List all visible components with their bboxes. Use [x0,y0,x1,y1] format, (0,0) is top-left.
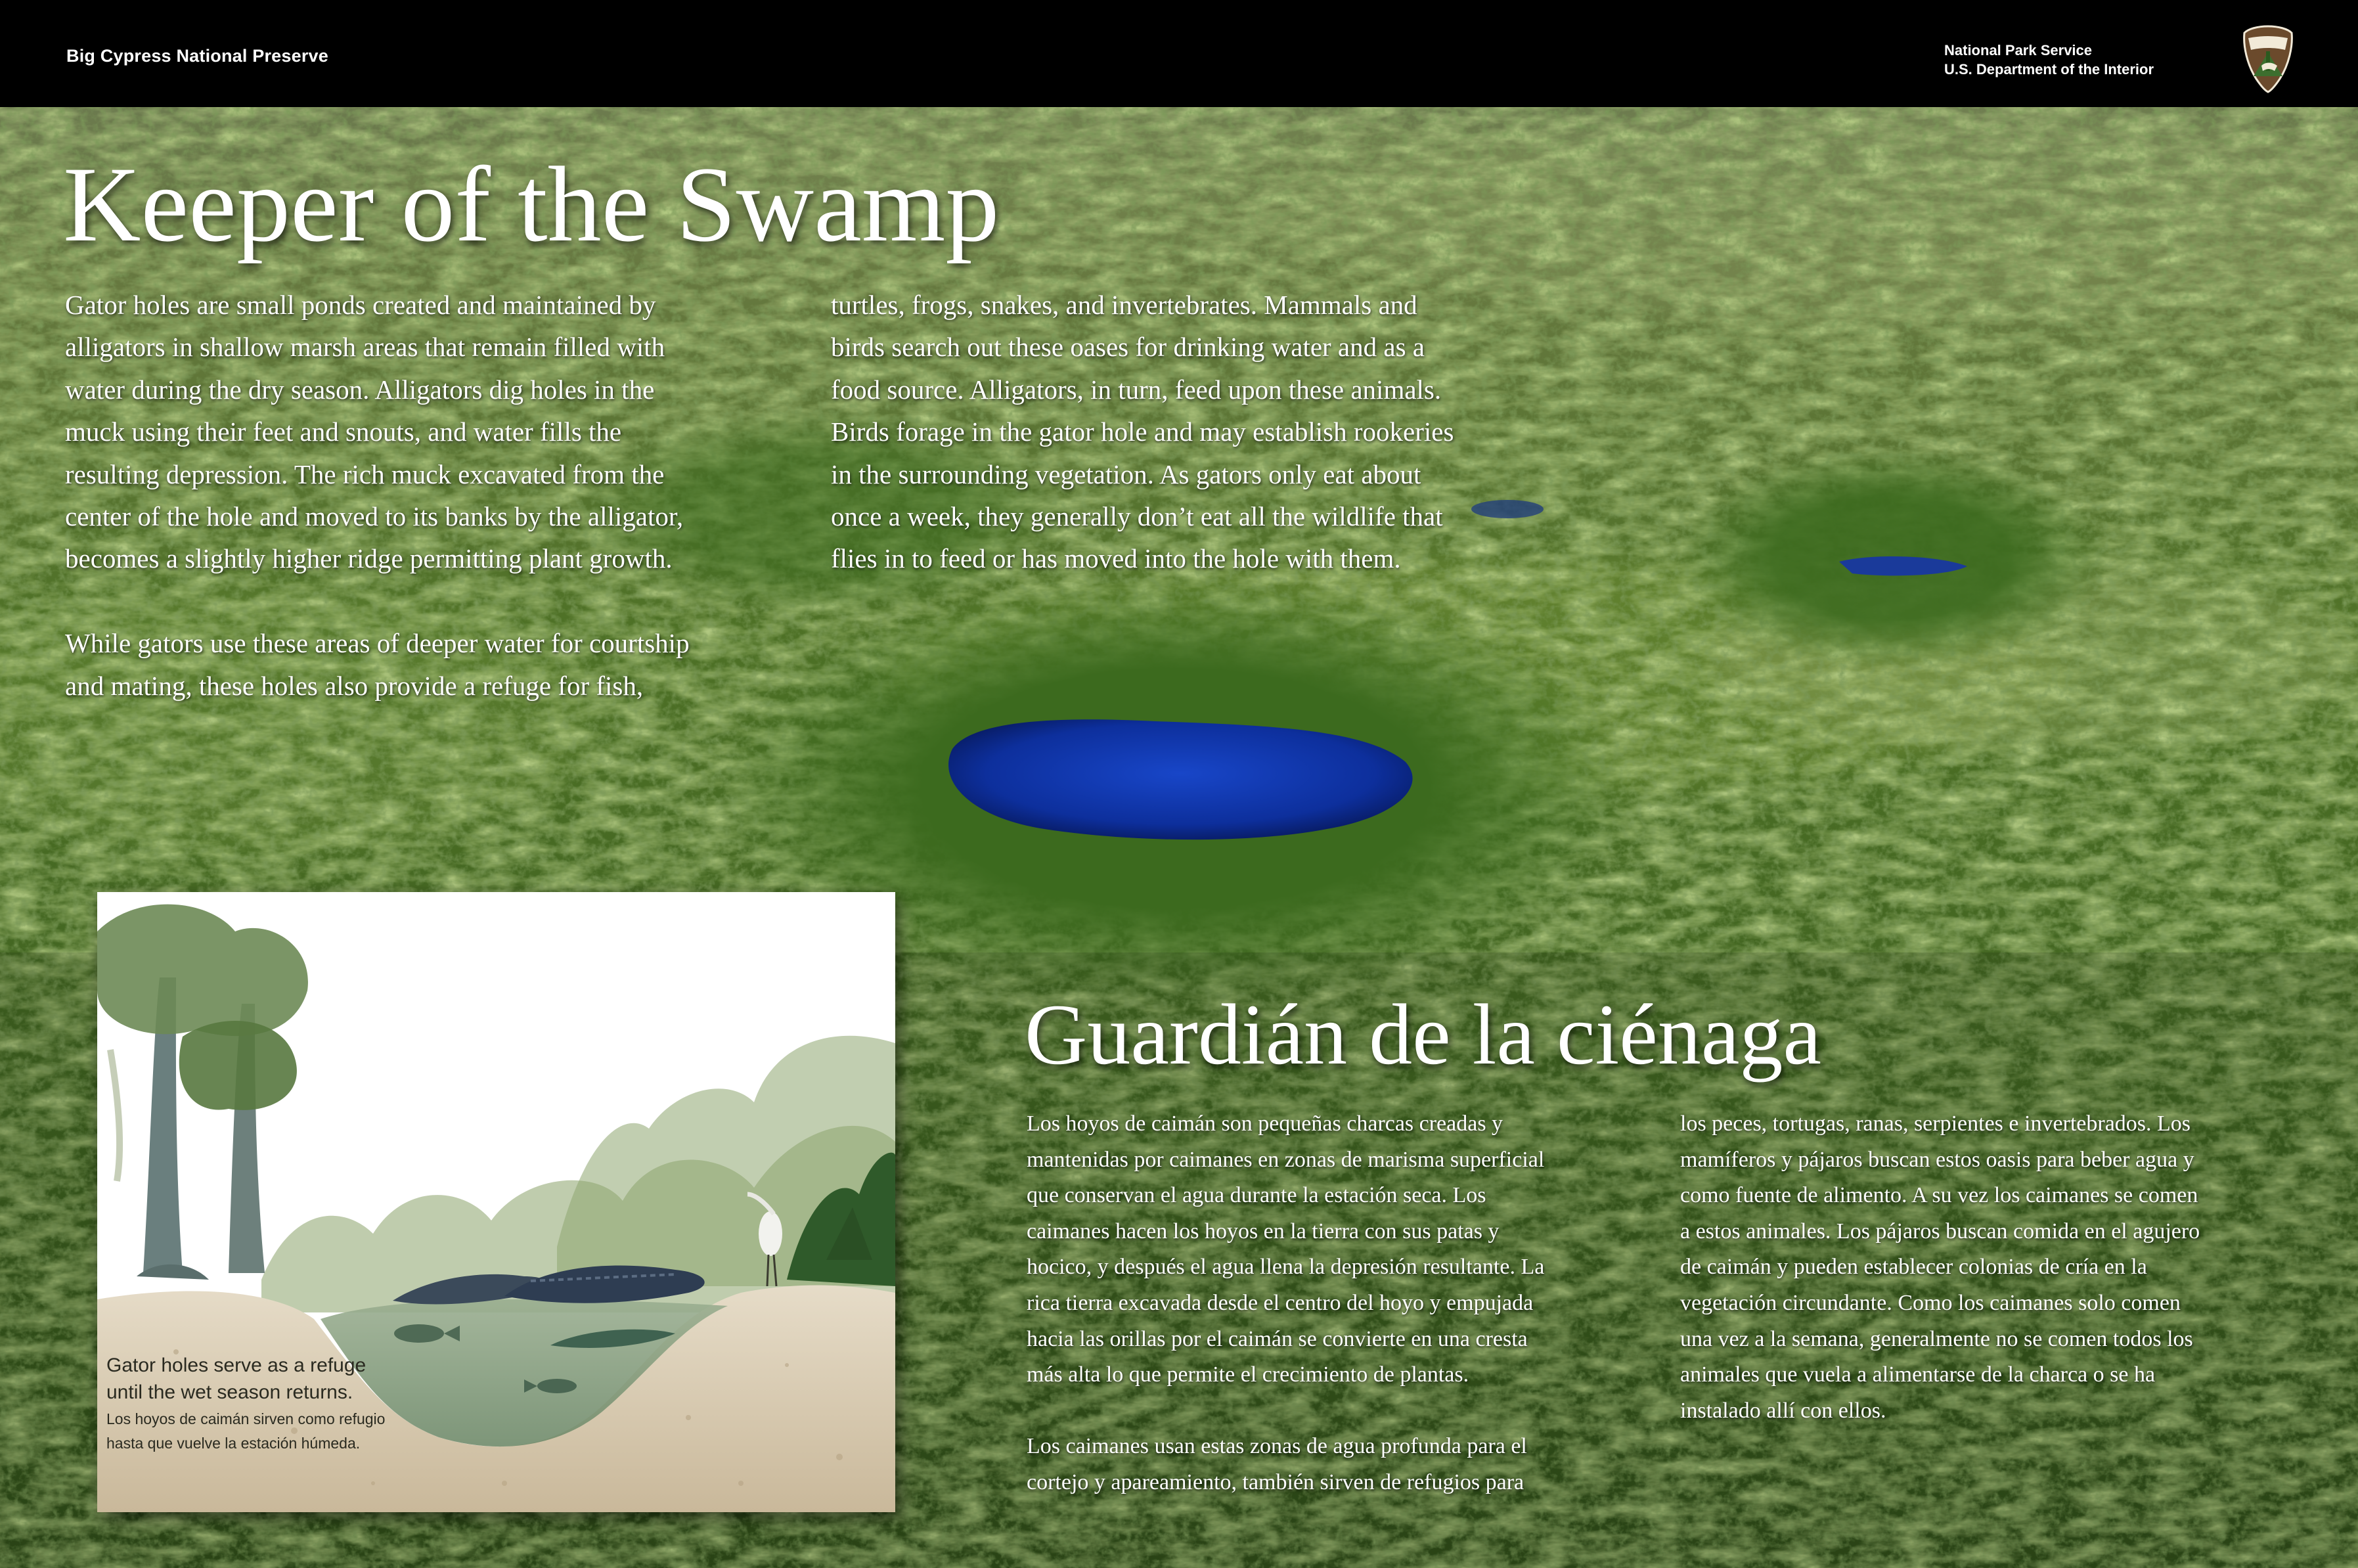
english-column-1 [65,284,840,707]
english-column-2 [831,284,1619,580]
park-name: Big Cypress National Preserve [66,46,328,66]
english-title: Keeper of the Swamp [63,145,1000,264]
spanish-paragraph: Los hoyos de caimán son pequeñas charcas creadas y mantenidas por caimanes en zonas de marisma superficial que conservan el agua durante la estación seca. Los caimanes hacen los hoyos en la tierra con sus patas y hocico, y después el agua llena la depresión resultante. La rica tierra excavada desde el centro del hoyo y empujada hacia las orillas por el caimán se convierte en una cresta más alta lo que permite el crecimiento de plantas. [1027,1111,1545,1387]
english-paragraph: turtles, frogs, snakes, and invertebrates. Mammals and birds search out these oases for drinking water and as a food source. Alligators, in turn, feed upon these animals. Birds forage in the gator hole and may establish rookeries in the surrounding vegetation. As gators only eat about once a week, they generally don’t eat all the wildlife that flies in to feed or has moved into the hole with them. [831,290,1454,574]
agency-name: National Park Service [1944,42,2093,58]
spanish-column-1 [1027,1106,1683,1501]
english-paragraph: Gator holes are small ponds created and maintained by alligators in shallow marsh areas that remain filled with water during the dry season. Alligators dig holes in the muck using their feet and snouts, and water fills the resulting depression. The rich muck excavated from the center of the hole and moved to its banks by the alligator, becomes a slightly higher ridge permitting plant growth. [65,290,684,574]
gator-hole-illustration [97,892,895,1512]
illustration-caption-english: Gator holes serve as a refuge until the wet season returns. [106,1355,367,1403]
spanish-column-2 [1680,1106,2337,1429]
agency-block [1944,41,2154,79]
spanish-title: Guardián de la ciénaga [1025,986,1822,1083]
department-name: U.S. Department of the Interior [1944,61,2154,78]
spanish-paragraph: Los caimanes usan estas zonas de agua profunda para el cortejo y apareamiento, también sirven de refugios para [1027,1434,1527,1494]
nps-arrowhead-icon [2242,25,2294,93]
top-banner [0,0,2358,107]
spanish-paragraph: los peces, tortugas, ranas, serpientes e invertebrados. Los mamíferos y pájaros buscan estos oasis para beber agua y como fuente de alimento. A su vez los caimanes se comen a estos animales. Los pájaros buscan comida en el agujero de caimán y pueden establecer colonias de cría en la vegetación circundante. Como los caimanes solo comen una vez a la semana, generalmente no se comen todos los animales que vuela a alimentarse de la charca o se ha instalado allí con ellos. [1680,1111,2200,1423]
illustration-caption-spanish: Los hoyos de caimán sirven como refugio hasta que vuelve la estación húmeda. [106,1410,386,1452]
english-paragraph: While gators use these areas of deeper water for courtship and mating, these holes also provide a refuge for fish, [65,628,690,701]
